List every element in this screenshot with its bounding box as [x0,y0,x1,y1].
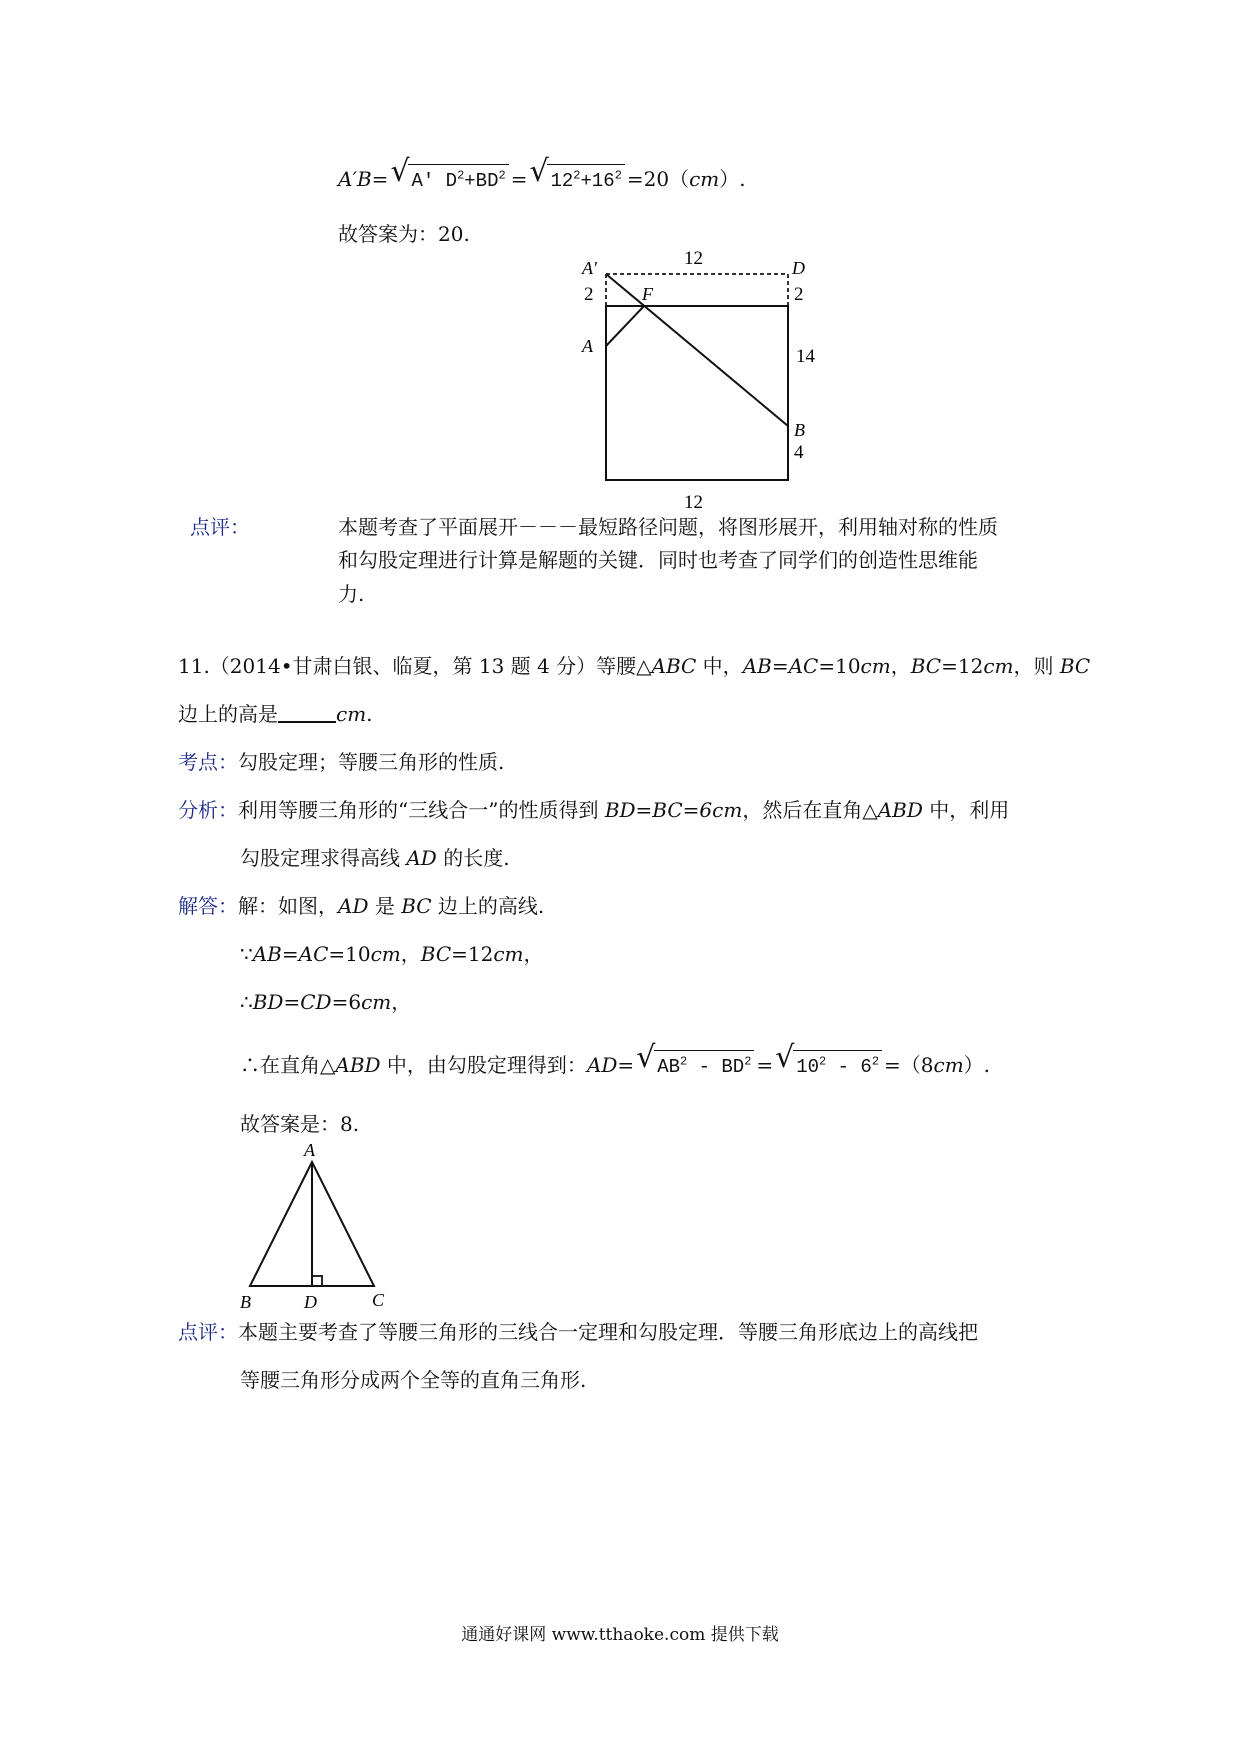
label-b: B [794,420,805,440]
rad1-term-b: +BD [464,170,499,192]
jieda-l2-e: ， [400,942,421,966]
jieda-l3-d: cm [361,990,392,1014]
review-line-1 [178,1318,978,1346]
review-line-2: 等腰三角形分成两个全等的直角三角形. [240,1368,587,1392]
q11-mid: 中， [696,654,743,678]
rad2-term-b: +16 [580,170,615,192]
jieda-l1-a: 解：如图， [238,894,338,918]
jieda-result-b: cm [933,1053,964,1077]
fenxi-line-2 [240,844,510,872]
fenxi-text-d: ABD [877,798,923,822]
rad2-term-a: 12 [550,170,574,192]
rad-ab: AB [657,1056,680,1078]
q11-cm-1: cm [860,654,891,678]
fenxi-l2-b: AD [406,846,437,870]
jieda-l4-a: ∴在直角△ [240,1053,336,1077]
therefore-symbol: ∴ [240,990,253,1014]
jieda-l1-e: 边上的高线. [431,894,545,918]
fenxi-text-e: 中，利用 [922,798,1010,822]
jieda-l4-b: ABD [335,1053,381,1077]
label-right-2: 2 [794,284,804,305]
review-text-1: 本题主要考查了等腰三角形的三线合一定理和勾股定理．等腰三角形底边上的高线把 [238,1320,978,1344]
review-prev-line-3: 力. [338,582,365,606]
rad-6: - 6 [826,1056,872,1078]
rad1-term-a: A′ D [411,170,458,192]
radical-ab-bd [636,1050,754,1081]
fenxi-text-c: ，然后在直角△ [742,798,878,822]
label-a: A [304,1140,315,1160]
jieda-result-c: ）. [963,1053,991,1077]
q11-sep: ， [890,654,911,678]
right-angle-mark [312,1276,322,1286]
jieda-l1-d: BC [401,894,432,918]
label-d: D [792,258,805,278]
rad2-exp-2: 2 [614,168,622,183]
formula-a-prime-b [338,164,746,195]
rectangle [606,306,788,480]
jieda-l2-d: cm [370,942,401,966]
kaodian-text: 勾股定理；等腰三角形的性质. [238,750,505,774]
rad-bd: - BD [687,1056,745,1078]
jieda-l3-c: 6 [348,990,362,1014]
question-11-line-2 [178,700,373,728]
q11-line2-end: . [366,702,373,726]
jieda-label: 解答： [178,894,238,918]
jieda-l4-d: AD= [586,1053,635,1077]
fenxi-text-b: BD=BC=6cm [604,798,743,822]
q11-bc-2: BC [1059,654,1091,678]
q11-then: ，则 [1013,654,1060,678]
review-label: 点评： [178,1320,238,1344]
fenxi-l2-c: 的长度. [436,846,510,870]
label-c: C [372,1290,385,1310]
q11-line2-unit: cm [336,702,367,726]
rad-ab-exp: 2 [680,1054,688,1069]
jieda-line-1 [178,892,544,920]
review-prev-line-1: 本题考查了平面展开－－－最短路径问题，将图形展开，利用轴对称的性质 [338,515,998,539]
jieda-result-a: =（8 [884,1053,934,1077]
jieda-l2-f: BC= [420,942,468,966]
jieda-l2-g: 12 [467,942,494,966]
q11-bc: BC= [910,654,958,678]
fenxi-label: 分析： [178,798,238,822]
figure-isosceles-triangle [232,1140,402,1310]
q11-line2-text: 边上的高是 [178,702,278,726]
formula-result: =20（ [626,167,690,191]
kaodian-label: 考点： [178,750,238,774]
jieda-l1-b: AD [338,894,369,918]
because-symbol: ∵ [240,942,253,966]
label-bottom-12: 12 [684,492,703,512]
equals: = [510,167,528,191]
q11-abc: ABC [651,654,697,678]
label-f: F [642,284,653,304]
rad1-exp-1: 2 [457,168,465,183]
rad-10-exp: 2 [819,1054,827,1069]
q11-v10: 10 [835,654,861,678]
segment-a-prime-b [606,274,788,426]
jieda-line-3 [240,988,411,1016]
q11-prefix: 11.（2014•甘肃白银、临夏，第 13 题 4 分）等腰△ [178,654,652,678]
figure-unfolded-rectangle [560,244,820,512]
jieda-l4-c: 中，由勾股定理得到： [380,1053,587,1077]
radical-1 [390,164,508,195]
q11-v12: 12 [957,654,984,678]
label-right-14: 14 [796,346,815,367]
jieda-l1-c: 是 [368,894,402,918]
fenxi-l2-a: 勾股定理求得高线 [240,846,407,870]
jieda-line-4 [240,1050,990,1081]
jieda-l2-b: AB=AC= [252,942,346,966]
jieda-line-2 [240,940,544,968]
fenxi-line-1 [178,796,1009,824]
q11-cm-2: cm [983,654,1014,678]
label-top-12: 12 [684,248,703,269]
rad-bd-exp: 2 [744,1054,752,1069]
formula-close: ）. [719,167,746,191]
rad2-exp-1: 2 [573,168,581,183]
jieda-answer: 故答案是：8. [240,1112,360,1136]
label-left-2: 2 [584,284,594,305]
jieda-l3-b: BD=CD= [252,990,349,1014]
rad-6-exp: 2 [871,1054,880,1069]
radical-2 [529,164,624,195]
jieda-l2-c: 10 [345,942,371,966]
radical-10-6 [775,1050,882,1081]
label-a-prime: A′ [582,258,597,278]
label-right-4: 4 [794,442,804,463]
segment-a-f [606,306,644,346]
jieda-l2-h: cm [493,942,524,966]
kaodian [178,748,504,776]
label-a: A [582,336,593,356]
rad-10: 10 [796,1056,819,1078]
question-11-line-1 [178,652,1090,680]
jieda-l3-e: ， [391,990,412,1014]
label-b: B [240,1292,251,1310]
answer-blank [278,701,336,723]
rad1-exp-2: 2 [498,168,506,183]
q11-ab: AB=AC= [742,654,836,678]
answer-prev: 故答案为：20. [338,222,470,246]
footer: 通通好课网 www.tthaoke.com 提供下载 [461,1625,779,1645]
formula-lhs: A′B= [338,167,389,191]
formula-unit: cm [689,167,720,191]
fenxi-text-a: 利用等腰三角形的“三线合一”的性质得到 [238,798,605,822]
jieda-l2-i: ， [523,942,544,966]
review-prev-label: 点评： [190,515,250,539]
label-d: D [304,1292,317,1310]
jieda-equals: = [756,1053,774,1077]
review-prev-line-2: 和勾股定理进行计算是解题的关键．同时也考查了同学们的创造性思维能 [338,548,978,572]
